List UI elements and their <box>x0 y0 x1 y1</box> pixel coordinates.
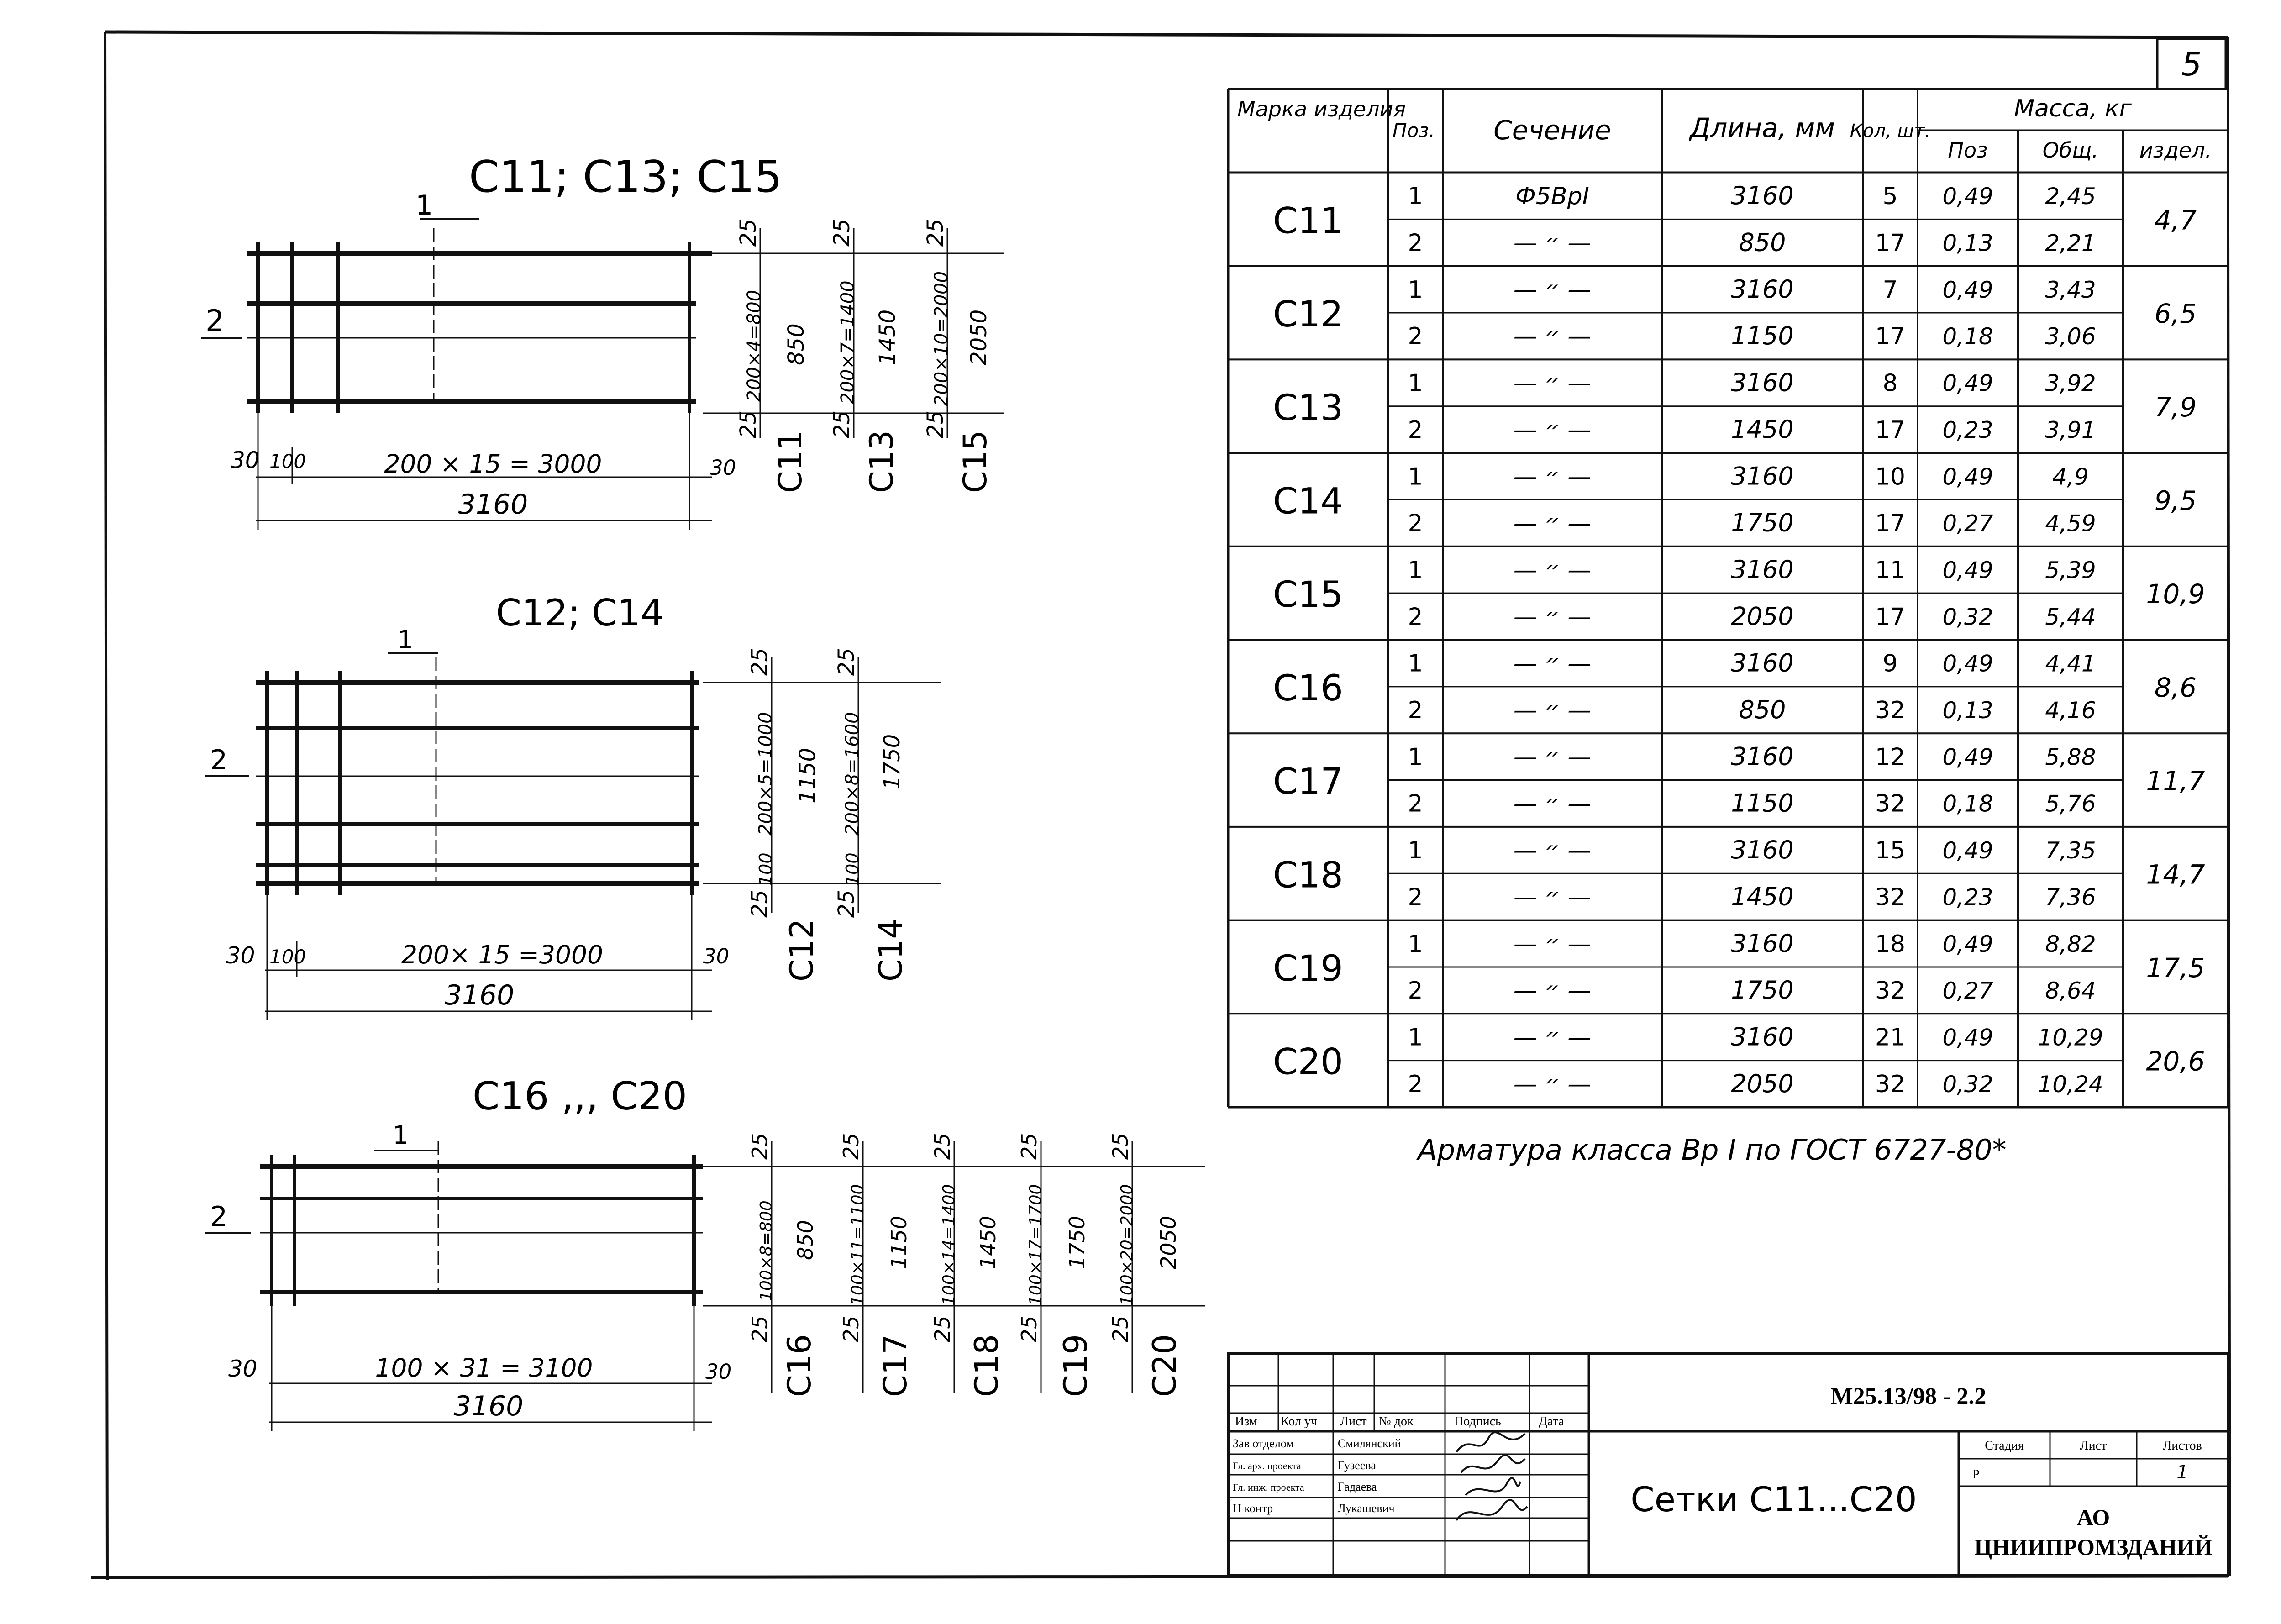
line-section: Ф5ВрI <box>1515 183 1589 210</box>
org-line-2: ЦНИИПРОМЗДАНИЙ <box>1974 1534 2213 1560</box>
c15-mark: C15 <box>957 430 994 493</box>
line-mass-pos: 0,32 <box>1942 1071 1993 1098</box>
line-section: — ״ — <box>1513 977 1592 1005</box>
line-mass-total: 4,16 <box>2045 697 2096 724</box>
c16-dim-top: 25 <box>747 1133 772 1160</box>
c11-mark: C11 <box>772 430 809 493</box>
line-pos: 2 <box>1408 416 1423 444</box>
c20-dim-outer: 2050 <box>1156 1215 1181 1269</box>
sheet-number: 5 <box>2181 46 2202 83</box>
row-item-mass: 7,9 <box>2154 391 2197 423</box>
line-qty: 8 <box>1882 369 1898 397</box>
line-pos: 2 <box>1408 229 1423 257</box>
sheets-value: 1 <box>2176 1462 2188 1483</box>
c20-dim-bottom: 25 <box>1108 1315 1133 1342</box>
doc-code: М25.13/98 - 2.2 <box>1830 1383 1987 1409</box>
line-length: 3160 <box>1731 742 1794 771</box>
dim-left-30: 30 <box>231 447 260 473</box>
line-mass-total: 7,35 <box>2045 837 2096 864</box>
header-mass-total: Общ. <box>2042 138 2099 163</box>
drawing-c16-c20 <box>205 1074 1205 1431</box>
dim-spacing: 200× 15 =3000 <box>401 940 604 969</box>
c20-mark: C20 <box>1146 1334 1183 1397</box>
c17-dim-bottom: 25 <box>839 1315 863 1342</box>
c18-mark: C18 <box>968 1334 1005 1397</box>
pos-1-label: 1 <box>415 189 433 221</box>
line-pos: 1 <box>1408 930 1423 958</box>
line-qty: 32 <box>1875 883 1906 911</box>
c13-dim-bottom: 25 <box>829 410 855 438</box>
c16-mark: C16 <box>781 1334 818 1397</box>
line-mass-total: 7,36 <box>2045 884 2096 911</box>
line-mass-total: 2,21 <box>2045 230 2096 257</box>
sheet-label: Лист <box>2080 1439 2107 1453</box>
signature-scribbles <box>1456 1432 1527 1520</box>
line-length: 3160 <box>1731 1022 1794 1051</box>
line-section: — ״ — <box>1513 229 1592 257</box>
line-mass-pos: 0,49 <box>1942 837 1993 864</box>
line-section: — ״ — <box>1513 323 1592 351</box>
line-qty: 5 <box>1882 183 1898 210</box>
line-qty: 32 <box>1875 977 1906 1005</box>
pos-1-label: 1 <box>397 625 413 654</box>
c11-dim-outer: 850 <box>783 323 809 365</box>
line-length: 3160 <box>1731 555 1794 584</box>
c13-dim-top: 25 <box>829 218 855 247</box>
row-item-mass: 17,5 <box>2146 952 2205 983</box>
drawing-name: Сетки С11...С20 <box>1630 1479 1917 1519</box>
line-pos: 2 <box>1408 323 1423 351</box>
line-qty: 32 <box>1875 1070 1906 1098</box>
line-length: 1150 <box>1731 788 1794 818</box>
line-mass-pos: 0,13 <box>1942 230 1993 257</box>
line-mass-total: 4,59 <box>2045 510 2096 537</box>
line-pos: 2 <box>1408 1070 1423 1098</box>
col-izm: Изм <box>1235 1414 1257 1429</box>
line-length: 1750 <box>1731 976 1794 1005</box>
line-mass-pos: 0,23 <box>1942 416 1993 443</box>
line-pos: 2 <box>1408 510 1423 537</box>
line-mass-total: 5,88 <box>2045 744 2096 771</box>
line-length: 850 <box>1739 695 1786 725</box>
c15-dim-outer: 2050 <box>966 309 992 365</box>
line-length: 1750 <box>1731 508 1794 537</box>
line-pos: 2 <box>1408 603 1423 631</box>
col-doc: № док <box>1379 1414 1414 1429</box>
line-mass-pos: 0,49 <box>1942 183 1993 210</box>
line-length: 1450 <box>1731 882 1794 911</box>
specification-table <box>1228 89 2228 1107</box>
row-mark: C17 <box>1273 761 1343 803</box>
line-mass-total: 5,44 <box>2045 604 2096 631</box>
row-item-mass: 8,6 <box>2154 672 2197 703</box>
col-signature: Подпись <box>1454 1414 1501 1429</box>
line-qty: 15 <box>1875 837 1906 865</box>
line-mass-total: 3,92 <box>2045 370 2096 397</box>
c18-dim-outer: 1450 <box>976 1215 1000 1269</box>
line-length: 850 <box>1739 228 1786 257</box>
dim-total: 3160 <box>458 489 528 520</box>
header-mass-pos: Поз <box>1948 138 1988 163</box>
line-pos: 1 <box>1408 183 1423 210</box>
row-mark: C16 <box>1273 667 1343 709</box>
role-2: Гл. инж. проекта <box>1233 1482 1304 1493</box>
line-qty: 32 <box>1875 790 1906 818</box>
stage-label: Стадия <box>1985 1439 2024 1453</box>
line-pos: 2 <box>1408 883 1423 911</box>
line-pos: 1 <box>1408 743 1423 771</box>
pos-2-label: 2 <box>210 1201 228 1233</box>
line-qty: 17 <box>1875 229 1906 257</box>
line-mass-pos: 0,49 <box>1942 744 1993 771</box>
stage-value: Р <box>1972 1467 1980 1482</box>
line-qty: 18 <box>1875 930 1906 958</box>
line-pos: 1 <box>1408 556 1423 584</box>
line-mass-total: 10,24 <box>2038 1071 2103 1098</box>
drawing-title: C12; C14 <box>496 592 664 634</box>
c18-dim-bottom: 25 <box>930 1315 955 1342</box>
line-section: — ״ — <box>1513 416 1592 444</box>
dim-spacing: 200 × 15 = 3000 <box>384 449 602 478</box>
row-mark: C18 <box>1273 855 1343 896</box>
col-date: Дата <box>1539 1414 1564 1429</box>
name-3: Лукашевич <box>1338 1502 1395 1515</box>
line-mass-pos: 0,49 <box>1942 1024 1993 1051</box>
pos-2-label: 2 <box>205 304 225 338</box>
c11-dim-bottom: 25 <box>736 410 761 438</box>
role-0: Зав отделом <box>1233 1437 1294 1450</box>
line-mass-total: 8,82 <box>2045 930 2096 957</box>
line-mass-total: 3,91 <box>2045 416 2096 443</box>
header-mass: Масса, кг <box>2014 95 2132 122</box>
c14-mark: C14 <box>872 919 909 982</box>
row-mark: C20 <box>1273 1041 1343 1083</box>
line-mass-pos: 0,49 <box>1942 370 1993 397</box>
c20-dim-top: 25 <box>1108 1133 1133 1160</box>
row-item-mass: 20,6 <box>2146 1046 2205 1077</box>
c13-mark: C13 <box>863 430 900 493</box>
drawing-title: C11; C13; C15 <box>468 152 783 202</box>
sheet-number-box <box>2157 39 2226 89</box>
c19-dim-top: 25 <box>1017 1133 1041 1160</box>
c12-mark: C12 <box>783 919 820 982</box>
sheets-label: Листов <box>2163 1439 2202 1453</box>
line-section: — ״ — <box>1513 650 1592 678</box>
drawing-c12-c14 <box>205 592 941 1020</box>
line-mass-total: 3,43 <box>2045 276 2096 303</box>
drawing-title: C16 ,,, C20 <box>472 1074 688 1119</box>
line-length: 3160 <box>1731 274 1794 304</box>
line-mass-pos: 0,27 <box>1942 978 1993 1004</box>
row-item-mass: 14,7 <box>2146 859 2205 890</box>
row-mark: C14 <box>1273 481 1343 522</box>
line-section: — ״ — <box>1513 1070 1592 1098</box>
c19-dim-bottom: 25 <box>1017 1315 1041 1342</box>
c12-dim-extra: 100 <box>756 852 776 886</box>
dim-left-30: 30 <box>226 942 255 969</box>
row-mark: C12 <box>1273 294 1343 336</box>
line-mass-total: 5,39 <box>2045 557 2096 583</box>
line-length: 3160 <box>1731 368 1794 397</box>
line-pos: 1 <box>1408 650 1423 678</box>
header-mark: Марка изделия <box>1237 97 1406 121</box>
dim-right-30: 30 <box>703 944 730 968</box>
line-mass-pos: 0,49 <box>1942 557 1993 583</box>
c14-dim-bottom: 25 <box>834 889 859 918</box>
c15-dim-top: 25 <box>923 218 948 247</box>
line-length: 1150 <box>1731 321 1794 351</box>
line-pos: 2 <box>1408 977 1423 1005</box>
line-mass-total: 4,9 <box>2052 463 2089 490</box>
line-qty: 11 <box>1875 556 1906 584</box>
line-pos: 1 <box>1408 369 1423 397</box>
line-section: — ״ — <box>1513 369 1592 397</box>
line-section: — ״ — <box>1513 743 1592 771</box>
line-pos: 2 <box>1408 790 1423 818</box>
c14-dim-inner: 200×8=1600 <box>842 712 863 836</box>
c14-dim-extra: 100 <box>842 852 862 886</box>
c13-dim-outer: 1450 <box>875 309 900 365</box>
c12-dim-outer: 1150 <box>795 747 820 804</box>
dim-left-30: 30 <box>228 1356 258 1382</box>
line-mass-total: 10,29 <box>2038 1024 2103 1051</box>
dim-left-100: 100 <box>269 946 306 968</box>
row-mark: C13 <box>1273 387 1343 429</box>
c17-dim-outer: 1150 <box>887 1215 911 1269</box>
line-mass-pos: 0,49 <box>1942 930 1993 957</box>
row-mark: C19 <box>1273 948 1343 989</box>
c17-dim-top: 25 <box>839 1133 863 1160</box>
header-section: Сечение <box>1493 115 1611 146</box>
c20-dim-inner: 100×20=2000 <box>1118 1184 1136 1306</box>
c18-dim-top: 25 <box>930 1133 955 1160</box>
c12-dim-inner: 200×5=1000 <box>755 712 776 836</box>
dim-right-30: 30 <box>710 456 736 480</box>
line-mass-pos: 0,18 <box>1942 323 1993 350</box>
line-mass-total: 2,45 <box>2045 183 2096 210</box>
c17-mark: C17 <box>877 1334 914 1397</box>
line-length: 2050 <box>1731 602 1794 631</box>
dim-total: 3160 <box>444 979 515 1011</box>
line-length: 1450 <box>1731 415 1794 444</box>
c12-dim-top: 25 <box>747 647 773 676</box>
line-qty: 17 <box>1875 603 1906 631</box>
line-mass-total: 4,41 <box>2045 650 2096 677</box>
line-qty: 17 <box>1875 323 1906 351</box>
c13-dim-inner: 200×7=1400 <box>837 280 858 404</box>
dim-total: 3160 <box>453 1390 524 1422</box>
header-qty: Кол, шт. <box>1850 121 1931 142</box>
c14-dim-outer: 1750 <box>879 734 905 790</box>
name-2: Гадаева <box>1338 1480 1377 1493</box>
c19-dim-outer: 1750 <box>1065 1215 1089 1269</box>
line-pos: 1 <box>1408 276 1423 304</box>
line-mass-pos: 0,13 <box>1942 697 1993 724</box>
mesh-outline <box>260 1141 703 1306</box>
line-mass-pos: 0,27 <box>1942 510 1993 537</box>
c11-dim-top: 25 <box>736 218 761 247</box>
row-mark: C11 <box>1273 200 1343 242</box>
drawing-c11-c13-c15 <box>201 152 1004 530</box>
col-kol-uch: Кол уч <box>1281 1414 1317 1429</box>
dim-right-30: 30 <box>705 1360 732 1384</box>
c19-dim-inner: 100×17=1700 <box>1026 1184 1045 1306</box>
line-section: — ״ — <box>1513 603 1592 631</box>
line-section: — ״ — <box>1513 790 1592 818</box>
header-length: Длина, мм <box>1690 112 1835 143</box>
line-mass-total: 3,06 <box>2045 323 2096 350</box>
line-length: 3160 <box>1731 648 1794 678</box>
line-section: — ״ — <box>1513 697 1592 725</box>
dim-spacing: 100 × 31 = 3100 <box>375 1353 593 1382</box>
mesh-outline <box>247 219 712 413</box>
line-section: — ״ — <box>1513 463 1592 491</box>
line-length: 3160 <box>1731 181 1794 210</box>
row-item-mass: 10,9 <box>2146 578 2205 610</box>
line-qty: 12 <box>1875 743 1906 771</box>
c17-dim-inner: 100×11=1100 <box>848 1184 867 1306</box>
line-mass-pos: 0,49 <box>1942 276 1993 303</box>
line-mass-pos: 0,49 <box>1942 650 1993 677</box>
row-item-mass: 4,7 <box>2154 205 2197 236</box>
col-list: Лист <box>1340 1414 1367 1429</box>
line-length: 3160 <box>1731 929 1794 958</box>
pos-2-label: 2 <box>210 744 228 776</box>
row-item-mass: 6,5 <box>2154 298 2197 330</box>
title-block <box>1228 1354 2228 1575</box>
row-item-mass: 11,7 <box>2146 765 2205 797</box>
pos-1-label: 1 <box>393 1120 409 1150</box>
line-section: — ״ — <box>1513 276 1592 304</box>
c16-dim-inner: 100×8=800 <box>757 1200 776 1301</box>
line-pos: 2 <box>1408 697 1423 725</box>
c14-dim-top: 25 <box>834 647 859 676</box>
line-qty: 7 <box>1882 276 1898 304</box>
header-pos: Поз. <box>1393 119 1435 142</box>
c15-dim-bottom: 25 <box>923 410 948 438</box>
role-1: Гл. арх. проекта <box>1233 1460 1301 1472</box>
c19-mark: C19 <box>1057 1334 1094 1397</box>
line-qty: 9 <box>1882 650 1898 678</box>
line-mass-total: 5,76 <box>2045 790 2096 817</box>
header-mass-item: издел. <box>2139 138 2212 163</box>
line-qty: 10 <box>1875 463 1906 491</box>
line-section: — ״ — <box>1513 556 1592 584</box>
line-mass-pos: 0,49 <box>1942 463 1993 490</box>
row-mark: C15 <box>1273 574 1343 616</box>
line-section: — ״ — <box>1513 837 1592 865</box>
line-section: — ״ — <box>1513 1024 1592 1051</box>
line-qty: 21 <box>1875 1024 1906 1051</box>
line-section: — ״ — <box>1513 883 1592 911</box>
line-section: — ״ — <box>1513 510 1592 537</box>
line-section: — ״ — <box>1513 930 1592 958</box>
dim-left-100: 100 <box>269 450 306 473</box>
line-mass-pos: 0,32 <box>1942 604 1993 631</box>
c15-dim-inner: 200×10=2000 <box>931 271 952 406</box>
line-length: 3160 <box>1731 836 1794 865</box>
mesh-outline <box>256 653 699 895</box>
line-mass-total: 8,64 <box>2045 978 2096 1004</box>
name-1: Гузеева <box>1338 1459 1376 1472</box>
line-pos: 1 <box>1408 837 1423 865</box>
line-mass-pos: 0,23 <box>1942 884 1993 911</box>
line-qty: 17 <box>1875 510 1906 537</box>
line-qty: 17 <box>1875 416 1906 444</box>
line-mass-pos: 0,18 <box>1942 790 1993 817</box>
reinforcement-note: Арматура класса Вр I по ГОСТ 6727-80* <box>1418 1133 2007 1167</box>
c16-dim-bottom: 25 <box>747 1315 772 1342</box>
c12-dim-bottom: 25 <box>747 889 773 918</box>
role-3: Н контр <box>1233 1502 1273 1515</box>
line-qty: 32 <box>1875 697 1906 725</box>
line-pos: 1 <box>1408 463 1423 491</box>
row-item-mass: 9,5 <box>2154 485 2197 516</box>
c11-dim-inner: 200×4=800 <box>744 289 765 402</box>
c18-dim-inner: 100×14=1400 <box>940 1184 958 1306</box>
line-length: 3160 <box>1731 462 1794 491</box>
org-line-1: АО <box>2076 1504 2110 1530</box>
line-length: 2050 <box>1731 1069 1794 1098</box>
name-0: Смилянский <box>1338 1437 1401 1450</box>
c16-dim-outer: 850 <box>793 1220 818 1260</box>
line-pos: 1 <box>1408 1024 1423 1051</box>
